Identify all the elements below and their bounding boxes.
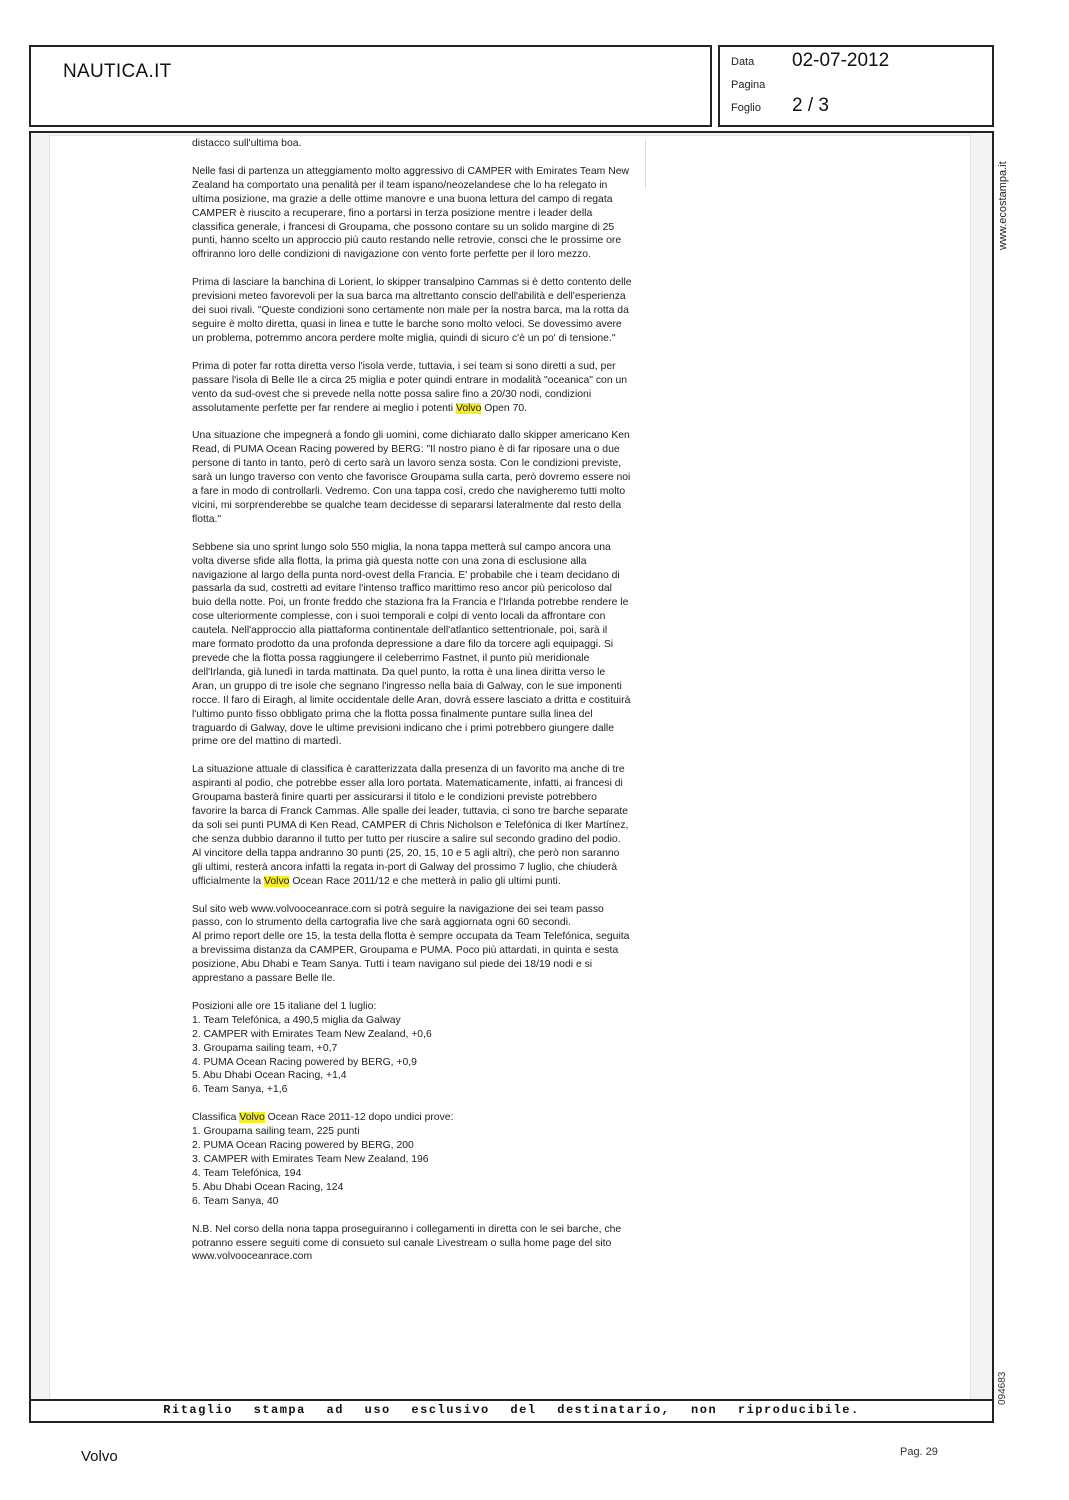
paragraph — [192, 763, 632, 888]
list-item: 3. CAMPER with Emirates Team New Zealand, 196 — [192, 1154, 429, 1165]
page-label: Pagina — [731, 79, 766, 91]
sheet-value: 2 / 3 — [792, 95, 829, 116]
publication-header — [29, 45, 712, 127]
list-item: 4. PUMA Ocean Racing powered by BERG, +0,9 — [192, 1056, 417, 1068]
document-code: 094683 — [997, 1371, 1008, 1405]
paragraph: N.B. Nel corso della nona tappa proseguiranno i collegamenti in diretta con le sei barche, che potranno essere seguiti come di consueto sul canale Livestream o sulla home page del sito www.volvooceanrace.com — [192, 1223, 622, 1263]
list-item: 5. Abu Dhabi Ocean Racing, +1,4 — [192, 1070, 347, 1082]
column-divider — [645, 139, 646, 189]
list-item: 1. Groupama sailing team, 225 punti — [192, 1126, 360, 1138]
paragraph-text: Prima di poter far rotta diretta verso l'isola verde, tuttavia, i sei team si sono diretti a sud, per passare l'isola di Belle Ile a circa 25 miglia e poter quindi entrare in modalità "oceanica" con un vento da sud-ovest che si prevede nella notte possa salire fino a 20/30 nodi, condizioni assolutamente perfette per far rendere ai meglio i potenti — [192, 360, 628, 414]
paragraph: Una situazione che impegnerà a fondo gli uomini, come dichiarato dallo skipper americano Ken Read, di PUMA Ocean Racing powered by BERG: "Il nostro piano è di far riposare una o due persone di tanto in tanto, però di certo sarà un lavoro senza sosta. Con le condizioni previste, sarà un lungo traverso con vento che favorisce Groupama sulla carta, però dovremo essere noi a fare in modo di controllarli. Vedremo. Con una tappa così, credo che navigheremo tutti molto vicini, mi sorprenderebbe se qualche team decidesse di separarsi lateralmente dal resto della flotta." — [192, 430, 631, 525]
list-item: 5. Abu Dhabi Ocean Racing, 124 — [192, 1181, 344, 1193]
paragraph: Sebbene sia uno sprint lungo solo 550 miglia, la nona tappa metterà sul campo ancora una volta diverse sfide alla flotta, la prima già questa notte con una zona di esclusione alla navigazione al largo della punta nord-ovest della Francia. E' probabile che i team decidano di passarla da sud, costretti ad evitare l'intenso traffico marittimo reso ancor più pericoloso dal buio della notte. Poi, un fronte freddo che staziona fra la Francia e l'Irlanda potrebbe rendere le cose ulteriormente complesse, con i suoi temporali e colpi di vento locali da affrontare con cautela. Nell'approccio alla piattaforma continentale dell'atlantico settentrionale, poi, sarà il mare formato prodotto da una profonda depressione a dare filo da torcere agli equipaggi. Si prevede che la flotta possa raggiungere il celeberrimo Fastnet, il punto più meridionale dell'Irlanda, già lunedì in tarda mattinata. Da quel punto, la rotta è una linea diritta verso le Aran, un gruppo di tre isole che segnano l'ingresso nella baia di Galway, con le sue imponenti rocce. Il faro di Eiragh, al limite occidentale delle Aran, dovrà essere lasciato a dritta e costituirà l'ultimo punto fisso obbligato prima che la flotta possa finalmente puntare sulla linea del traguardo di Galway, dove le ultime previsioni indicano che i primi potrebbero giungere dalle prime ore del mattino di martedì. — [192, 541, 631, 748]
keyword-highlight: Volvo — [455, 402, 482, 414]
list-item: 6. Team Sanya, +1,6 — [192, 1084, 288, 1096]
paragraph: Prima di lasciare la banchina di Lorient, lo skipper transalpino Cammas si è detto contento delle previsioni meteo favorevoli per la sua barca ma altrettanto conscio dell'abilità e dell'esperienza dei suoi rivali. "Queste condizioni sono certamente non male per la nostra barca, ma la rotta da seguire è molto diretta, quasi in linea e tutte le barche sono molto veloci. Se dovessimo avere un problema, potremmo ancora perdere molte miglia, quindi di sicuro c'è un po' di tensione." — [192, 277, 632, 344]
positions-list — [192, 1000, 632, 1097]
date-value: 02-07-2012 — [792, 50, 890, 71]
positions-title: Posizioni alle ore 15 italiane del 1 luglio: — [192, 1000, 377, 1012]
list-item: 6. Team Sanya, 40 — [192, 1195, 279, 1207]
keyword-highlight: Volvo — [264, 875, 290, 887]
keyword-label: Volvo — [81, 1448, 118, 1465]
standings-title: Classifica — [192, 1112, 240, 1124]
article-body — [192, 137, 632, 1278]
list-item: 3. Groupama sailing team, +0,7 — [192, 1042, 338, 1054]
keyword-highlight: Volvo — [239, 1112, 265, 1124]
date-label: Data — [731, 56, 755, 68]
list-item: 4. Team Telefónica, 194 — [192, 1167, 302, 1179]
paragraph — [192, 360, 632, 416]
side-url: www.ecostampa.it — [997, 161, 1009, 250]
paragraph: Nelle fasi di partenza un atteggiamento molto aggressivo di CAMPER with Emirates Team New Zealand ha comportato una penalità per il team ispano/neozelandese che lo ha relegato in ultima posizione, ma grazie a delle ottime manovre e una buona lettura del campo di regata CAMPER è riuscito a recuperare, fino a portarsi in terza posizione mentre i leader della classifica generale, i francesi di Groupama, che possono contare su un solido margine di 25 punti, hanno scelto un approccio più cauto restando nelle retrovie, consci che le prossime ore offriranno loro delle condizioni di navigazione con vento forte perfette per il loro mezzo. — [192, 165, 629, 261]
sheet-label: Foglio — [731, 102, 761, 114]
paragraph-text: La situazione attuale di classifica è caratterizzata dalla presenza di un favorito ma anche di tre aspiranti al podio, che potrebbe esser alla loro portata. Matematicamente, infatti, ai francesi di Groupama basterà finire quarti per assicurarsi il titolo e le condizioni previste potrebbero favorire la barca di Franck Cammas. Alle spalle dei leader, tuttavia, ci sono tre barche separate da soli sei punti PUMA di Ken Read, CAMPER di Chris Nicholson e Telefónica di Iker Martínez, che senza dubbio daranno il tutto per tutto per riuscire a salire sul secondo gradino del podio. Al vincitore della tappa andranno 30 punti (25, 20, 15, 10 e 5 agli altri), che però non saranno gli ultimi, resterà ancora infatti la regata in-port di Galway del prossimo 7 luglio, che chiuderà ufficialmente la — [192, 764, 629, 887]
list-item: 2. PUMA Ocean Racing powered by BERG, 200 — [192, 1140, 414, 1152]
copyright-notice: Ritaglio stampa ad uso esclusivo del destinatario, non riproducibile. — [31, 1399, 992, 1421]
paragraph: Al primo report delle ore 15, la testa della flotta è sempre occupata da Team Telefónica, seguita a brevissima distanza da CAMPER, Groupama e PUMA. Poco più attardati, in quinta e sesta posizione, Abu Dhabi e Team Sanya. Tutti i team navigano sul piede dei 18/19 nodi e si apprestano a passare Belle Ile. — [192, 931, 630, 985]
paragraph: distacco sull'ultima boa. — [192, 138, 302, 149]
list-item: 1. Team Telefónica, a 490,5 miglia da Galway — [192, 1014, 401, 1026]
paragraph-text: Ocean Race 2011/12 e che metterà in palio gli ultimi punti. — [289, 875, 561, 887]
page-number: Pag. 29 — [900, 1446, 938, 1458]
paragraph: Sul sito web www.volvooceanrace.com si potrà seguire la navigazione dei sei team passo passo, con lo strumento della cartografia live che sarà aggiornata ogni 60 secondi. — [192, 903, 604, 929]
paragraph-text: Open 70. — [481, 402, 528, 414]
metadata-box — [718, 45, 994, 127]
publication-name: NAUTICA.IT — [63, 61, 172, 82]
list-item: 2. CAMPER with Emirates Team New Zealand, +0,6 — [192, 1028, 432, 1040]
standings-title: Ocean Race 2011-12 dopo undici prove: — [264, 1112, 454, 1124]
standings-list — [192, 1111, 632, 1208]
